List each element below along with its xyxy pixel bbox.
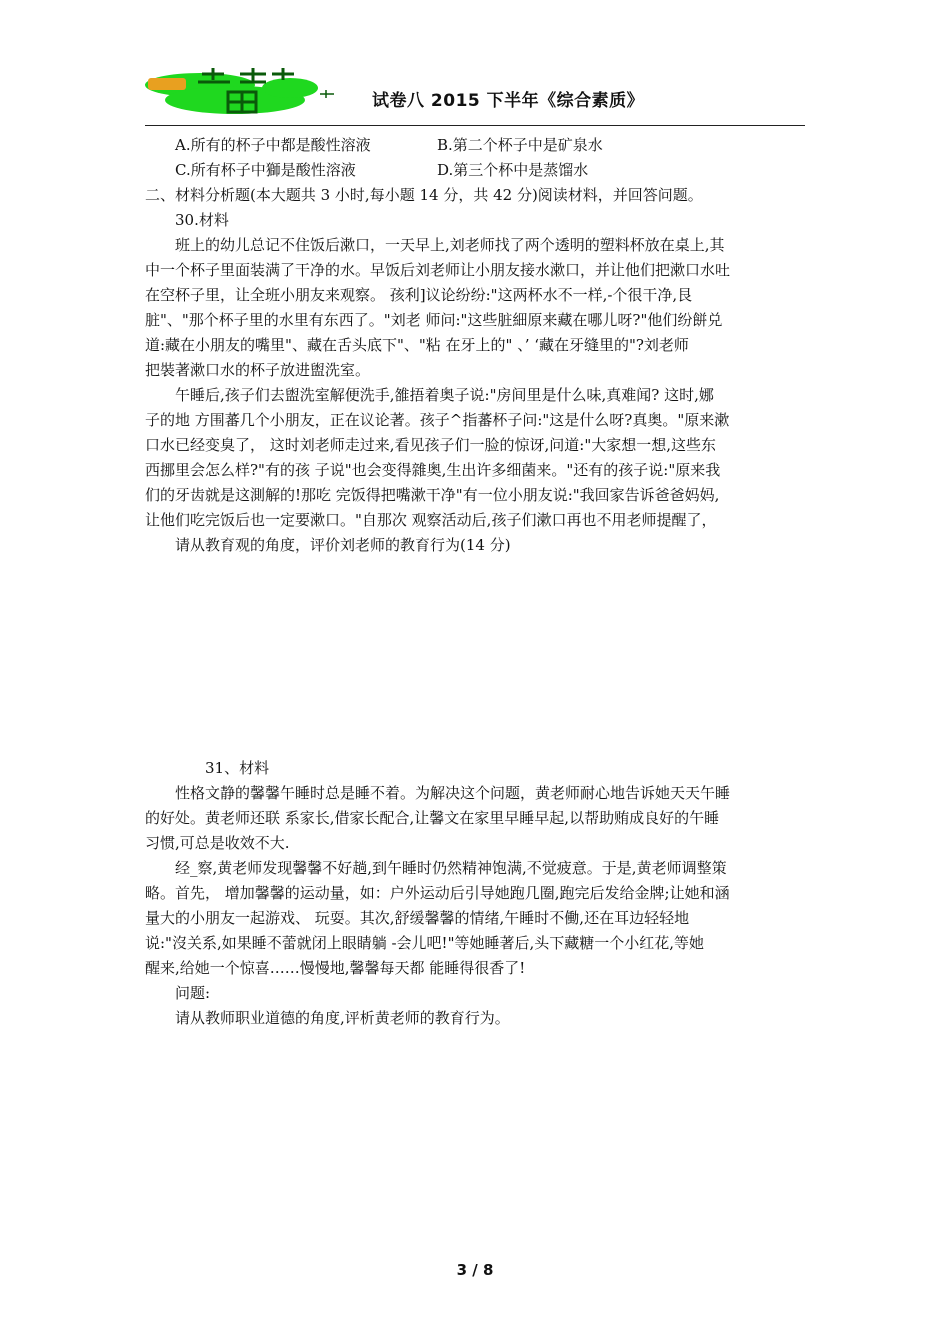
q30-text-line: 口水已经变臭了， 这时刘老师走过来,看见孩子们一脸的惊讶,问道:"大家想一想,这些东 [145, 436, 717, 454]
q30-text-line: 西挪里会怎么样?"有的孩 子说"也会变得雜奥,生出许多细菌来。"还有的孩子说:"原来我 [145, 461, 721, 479]
q31-text-line: 略。首先， 增加馨馨的运动量，如：户外运动后引导她跑几圈,跑完后发给金牌;让她和涵 [145, 884, 730, 902]
header-logo-icon [140, 60, 370, 120]
q30-text-line: 子的地 方围蕃几个小朋友，正在议论著。孩子^指蕃杯子问:"这是什么呀?真奥。"原来漱 [145, 411, 730, 429]
q31-text-line: 习惯,可总是收效不大. [145, 834, 290, 852]
q30-label: 30.材料 [175, 211, 229, 229]
q30-text-line: 在空杯子里，让全班小朋友来观察。 孩利]议论纷纷:"这两杯水不一样,-个很干净,艮 [145, 286, 693, 304]
header-title: 试卷八 2015 下半年《综合素质》 [372, 91, 645, 111]
q31-question: 请从教师职业道德的角度,评析黄老师的教育行为。 [175, 1009, 510, 1027]
q30-text-line: 让他们吃完饭后也一定要漱口。"自那次 观察活动后,孩子们漱口再也不用老师提醒了， [145, 511, 717, 529]
q30-text-line: 午睡后,孩子们去盥洗室解便洗手,雒捂着奥子说:"房间里是什么味,真难闻? 这时,娜 [175, 386, 714, 404]
q30-text-line: 中一个杯子里面装满了干净的水。早饭后刘老师让小朋友接水漱口，并让他们把漱口水吐 [145, 261, 731, 279]
q30-text-line: 把裝著漱口水的杯子放进盥洗室。 [145, 361, 371, 379]
q30-text-line: 脏"、"那个杯子里的水里有东西了。"刘老 师问:"这些脏細原来藏在哪儿呀?"他们纷餅兑 [145, 311, 723, 329]
option-d: D.第三个杯中是蒸馏水 [437, 161, 589, 179]
section-heading: 二、材料分析题(本大题共 3 小时,每小题 14 分，共 42 分)阅读材料，并回答问题。 [145, 186, 703, 204]
q31-text-line: 量大的小朋友一起游戏、 玩耍。其次,舒缓馨馨的情绪,午睡时不働,还在耳边轻轻地 [145, 909, 690, 927]
q30-text-line: 班上的幼儿总记不住饭后漱口，一天早上,刘老师找了两个透明的塑料杯放在桌上,其 [175, 236, 725, 254]
q31-label: 31、材料 [205, 759, 270, 777]
q31-text-line: 性格文静的馨馨午睡时总是睡不着。为解决这个问题，黄老师耐心地告诉她天天午睡 [175, 784, 731, 802]
option-a: A.所有的杯子中都是酸性溶液 [175, 136, 371, 154]
q30-text-line: 道:藏在小朋友的嘴里"、藏在舌头底下"、"粘 在牙上的" 、’ ‘藏在牙缝里的"?刘老师 [145, 336, 689, 354]
option-b: B.第二个杯子中是矿泉水 [437, 136, 603, 154]
q30-text-line: 们的牙齿就是这測解的!那吃 完饭得把嘴漱干净"有一位小朋友说:"我回家告诉爸爸妈妈, [145, 486, 720, 504]
q30-question: 请从教育观的角度，评价刘老师的教育行为(14 分) [175, 536, 511, 554]
q31-question-label: 问题: [175, 984, 211, 1002]
q31-text-line: 说:"沒关系,如果睡不蕾就闭上眼睛躺 -会儿吧!"等她睡著后,头下藏糖一个小红花,等她 [145, 934, 705, 952]
q31-text-line: 的好处。黄老师还联 系家长,借家长配合,让馨文在家里早睡早起,以帮助贿成良好的午睡 [145, 809, 720, 827]
page-number: 3 / 8 [456, 1261, 494, 1279]
header-divider [145, 125, 805, 126]
q31-text-line: 经_察,黄老师发现馨馨不好趟,到午睡时仍然精神饱满,不觉疲意。于是,黄老师调整策 [175, 859, 727, 877]
option-c: C.所有杯子中獅是酸性溶液 [175, 161, 356, 179]
q31-text-line: 醒来,给她一个惊喜……慢慢地,馨馨每天都 能睡得很香了! [145, 959, 526, 977]
